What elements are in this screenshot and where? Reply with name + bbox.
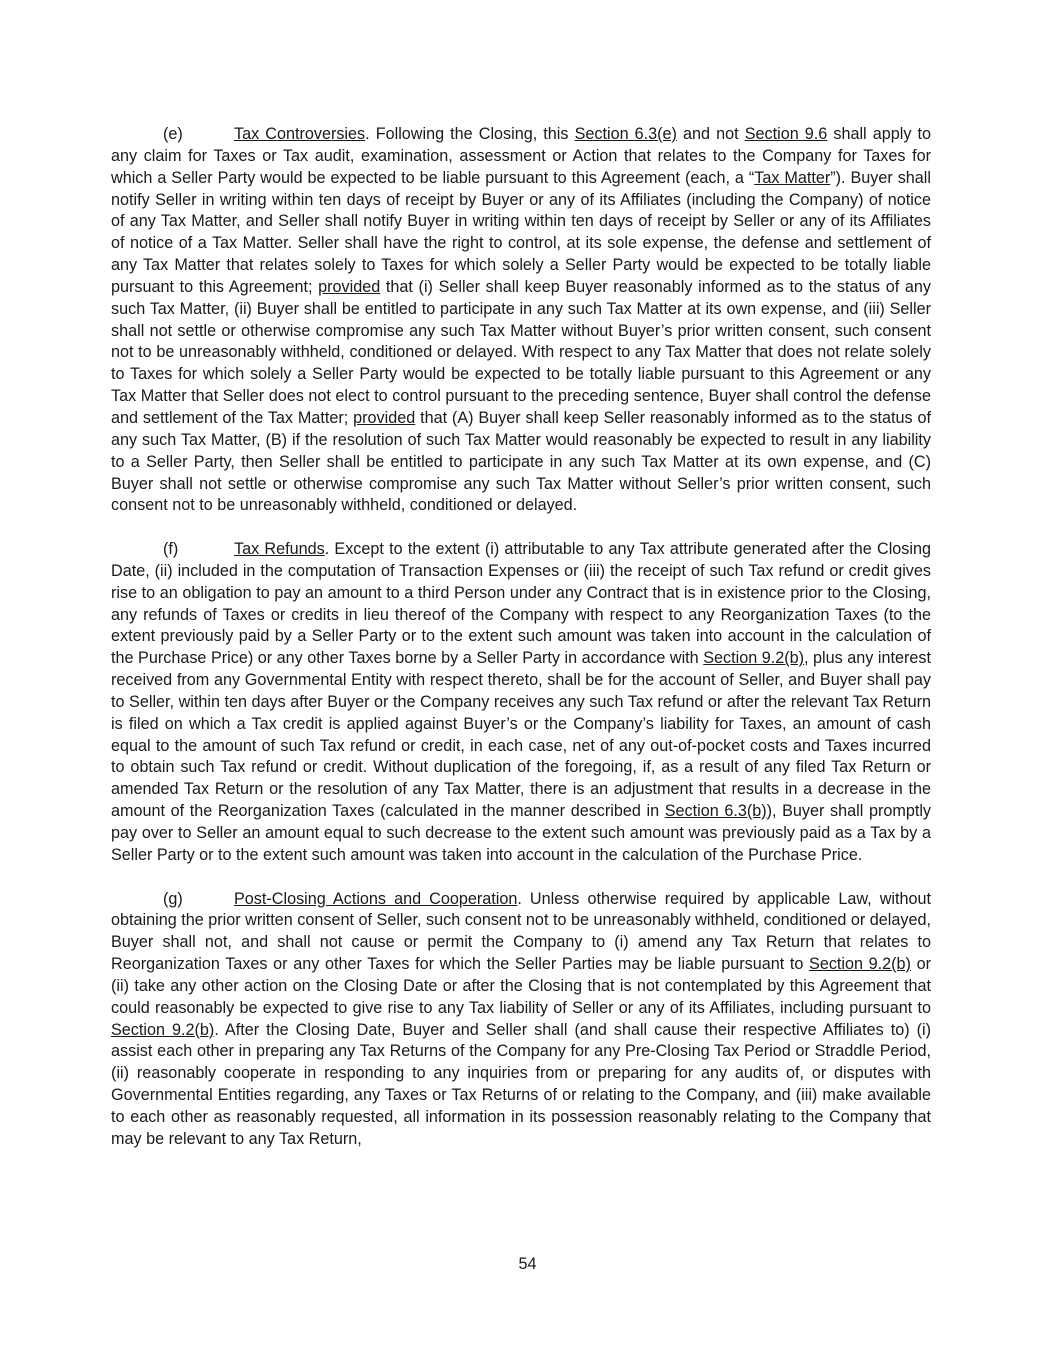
body-text: . Except to the extent (i) attributable to any Tax attribute generated after the Closing Date, (ii) included in the computation of Transaction Expenses or (iii) the receipt of such Tax refund or credit gives rise to an obligation to pay an amount to a third Person under any Contract that is in existence prior to the Closing, any refunds of Taxes or credits in lieu thereof of the Company with respect to any Reorganization Taxes (to the extent previously paid by a Seller Party or to the extent such amount was taken into account in the calculation of the Purchase Price) or any other Taxes borne by a Seller Party in accordance with bbox=[111, 540, 931, 668]
cross-reference: Section 6.3(e) bbox=[574, 125, 677, 143]
body-text: . Unless otherwise required by applicable Law, without obtaining the prior written consent of Seller, such consent not to be unreasonably withheld, conditioned or delayed, Buyer shall not, and shall not cause or permit the Company to (i) amend any Tax Return that relates to Reorganization Taxes or any other Taxes for which the Seller Parties may be liable pursuant to bbox=[111, 889, 931, 974]
proviso-term: provided bbox=[318, 277, 381, 296]
body-text: ”). Buyer shall notify Seller in writing within ten days of receipt by Buyer or any of its Affiliates (including the Company) of notice of any Tax Matter, and Seller shall notify Buyer in writing within ten days of receipt by Seller or any of its Affiliates of notice of a Tax Matter. Seller shall have the right to control, at its sole expense, the defense and settlement of any Tax Matter that relates solely to Taxes for which solely a Seller Party would be expected to be totally liable pursuant to this Agreement; bbox=[111, 168, 932, 296]
cross-reference: Section 9.6 bbox=[744, 125, 828, 143]
body-text: ), Buyer shall promptly pay over to Seller an amount equal to such decrease to the extent such amount was previously paid as a Tax by a Seller Party or to the extent such amount was taken into account in the calculation of the Purchase Price. bbox=[111, 802, 932, 864]
section-f-paragraph bbox=[111, 539, 931, 867]
body-text: shall apply to any claim for Taxes or Tax audit, examination, assessment or Action that relates to the Company for Taxes for which a Seller Party would be expected to be liable pursuant to this Agreement (each, a “ bbox=[111, 125, 932, 187]
defined-term: Tax Matter bbox=[754, 168, 831, 187]
cross-reference: Section 9.2(b) bbox=[111, 1020, 215, 1039]
body-text: and not bbox=[676, 125, 745, 143]
document-page bbox=[111, 124, 931, 1173]
cross-reference: Section 9.2(b) bbox=[809, 955, 911, 974]
body-text: , plus any interest received from any Governmental Entity with respect thereto, shall be for the account of Seller, and Buyer shall pay to Seller, within ten days after Buyer or the Company receives any such Tax refund or after the relevant Tax Return is filed on which a Tax credit is applied against Buyer’s or the Company’s liability for Taxes, an amount of cash equal to the amount of such Tax refund or credit, in each case, net of any out-of-pocket costs and Taxes incurred to obtain such Tax refund or credit. Without duplication of the foregoing, if, as a result of any filed Tax Return or amended Tax Return or the resolution of any Tax Matter, there is an adjustment that results in a decrease in the amount of the Reorganization Taxes (calculated in the manner described in bbox=[111, 649, 931, 821]
section-heading: Tax Refunds bbox=[234, 540, 325, 559]
section-e-paragraph bbox=[111, 124, 931, 517]
section-heading: Tax Controversies bbox=[234, 125, 366, 143]
body-text: . Following the Closing, this bbox=[365, 125, 575, 143]
page-number: 54 bbox=[518, 1255, 537, 1273]
section-number: (f) bbox=[163, 540, 179, 559]
body-text: or (ii) take any other action on the Closing Date or after the Closing that is not contemplated by this Agreement that could reasonably be expected to give rise to any Tax liability of Seller or any of its Affiliates, including pursuant to bbox=[111, 955, 931, 1017]
proviso-term: provided bbox=[353, 408, 416, 427]
body-text: that (A) Buyer shall keep Seller reasonably informed as to the status of any such Tax Matter, (B) if the resolution of such Tax Matter would reasonably be expected to result in any liability to a Seller Party, then Seller shall be entitled to participate in any such Tax Matter at its own expense, and (C) Buyer shall not settle or otherwise compromise any such Tax Matter without Seller’s prior written consent, such consent not to be unreasonably withheld, conditioned or delayed. bbox=[111, 408, 931, 515]
section-g-paragraph bbox=[111, 889, 931, 1151]
section-heading: Post-Closing Actions and Cooperation bbox=[234, 889, 518, 908]
cross-reference: Section 9.2(b) bbox=[703, 649, 805, 668]
section-number: (e) bbox=[163, 125, 183, 143]
body-text: that (i) Seller shall keep Buyer reasonably informed as to the status of any such Tax Matter, (ii) Buyer shall be entitled to participate in any such Tax Matter at its own expense, and (iii) Seller shall not settle or otherwise compromise any such Tax Matter without Buyer’s prior written consent, such consent not to be unreasonably withheld, conditioned or delayed. With respect to any Tax Matter that does not relate solely to Taxes for which solely a Seller Party would be expected to be totally liable pursuant to this Agreement or any Tax Matter that Seller does not elect to control pursuant to the preceding sentence, Buyer shall control the defense and settlement of the Tax Matter; bbox=[111, 277, 931, 427]
body-text: . After the Closing Date, Buyer and Seller shall (and shall cause their respective Affiliates to) (i) assist each other in preparing any Tax Returns of the Company for any Pre-Closing Tax Period or Straddle Period, (ii) reasonably cooperate in responding to any inquiries from or preparing for any audits of, or disputes with Governmental Entities regarding, any Taxes or Tax Returns of or relating to the Company, and (iii) make available to each other as reasonably requested, all information in its possession reasonably relating to the Company that may be relevant to any Tax Return, bbox=[111, 1020, 932, 1148]
cross-reference: Section 6.3(b) bbox=[664, 802, 767, 821]
section-number: (g) bbox=[163, 889, 183, 908]
